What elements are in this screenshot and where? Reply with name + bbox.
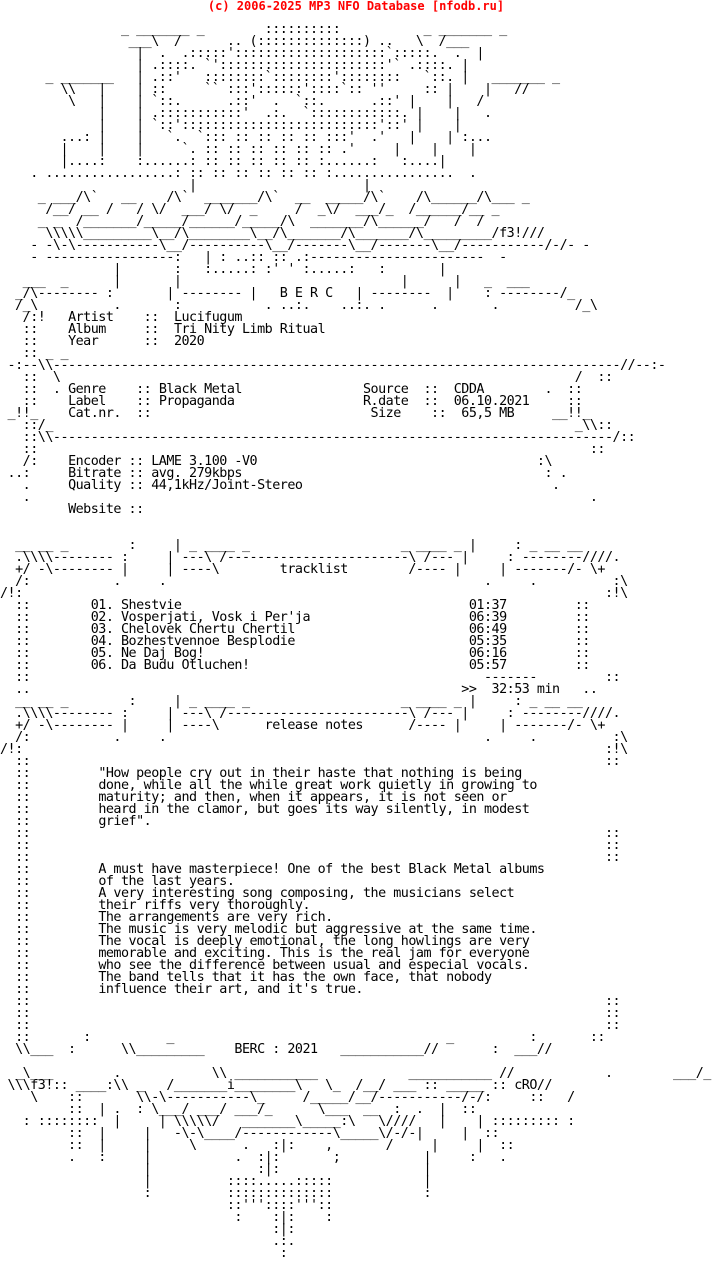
source-label: Source	[363, 382, 409, 397]
divider: :: _ _	[0, 346, 69, 361]
tracklist-frame-top: __ __ _ : | _ ____ _ _ ____ _ | : _ __ __	[0, 538, 583, 553]
track-title: Chelovek Chertu Chertil	[121, 622, 295, 637]
ascii-art-line: _ _______ | .::' ::::::::`::::::::':::::::: `::. | _______ _	[0, 70, 560, 85]
ascii-art-line: ___ _ | | | | _ ___	[0, 274, 530, 289]
review-text: their riffs very thoroughly.	[98, 898, 311, 913]
year-row: :: Year :: 2020	[0, 334, 205, 349]
ascii-art-line: .:.	[0, 1234, 295, 1249]
quote-text: maturity; and then, when it appears, it is not seen or	[98, 790, 507, 805]
track-3: :: 03. Chelovek Chertu Chertil 06:49 ::	[0, 622, 590, 637]
ascii-art-line: \ | | `::. .::' . `::. .::' | | /	[0, 94, 484, 109]
track-num: 01.	[90, 598, 114, 613]
divider: ::/_ _\\::	[0, 418, 613, 433]
label-value: Propaganda	[158, 394, 235, 409]
track-time: 06:39	[468, 610, 507, 625]
ascii-art-line: :: | . : \___/ ___/ ___/_ \___ __ : . | ::	[0, 1102, 477, 1117]
divider: /!: :!\	[0, 742, 628, 757]
quote-text: "How people cry out in their haste that nothing is being	[98, 766, 522, 781]
ascii-art-line: /_\ . : . ..:. ..:. . . . /_\	[0, 298, 598, 313]
ascii-art-line: |....: :......: :: :: :: :: :: :......: :....|	[0, 154, 447, 169]
footer-year: 2021	[287, 1042, 318, 1057]
ascii-art-line: _ _ /_______/_____/______/_____/\ _______/\______/ / /	[0, 214, 484, 229]
ascii-art-line: _ _______ _ :::::::::: _ _______ _	[0, 22, 507, 37]
ascii-art-line: \\\f3!:: ____:\\ _ /_______i________\ \_ /__/ ___ :: _____ :: cRO//	[0, 1078, 553, 1093]
total-time: 32:53 min	[491, 682, 560, 697]
review-line: :: influence their art, and it's true.	[0, 982, 363, 997]
ascii-art-line: ...: | | `. `::: :: :: :: :: :::' .' | | :...	[0, 130, 492, 145]
ascii-art-line: \\ | | :: `` :::'::::::'::::`:: '' :: | | //	[0, 82, 530, 97]
track-time: 05:35	[468, 634, 507, 649]
footer-group-row: \\___ : \\_________ BERC : 2021 ___________// : ___//	[0, 1042, 553, 1057]
divider: :: ::	[0, 1006, 621, 1021]
ascii-art-line: _\___ . \\ ___________ ___________ // . ___/_	[0, 1066, 711, 1081]
ascii-art-line: : :|: :	[0, 1210, 333, 1225]
review-line: :: A must have masterpiece! One of the best Black Metal albums	[0, 862, 545, 877]
quote-line: :: grief".	[0, 814, 152, 829]
divider: /: . . . . :\	[0, 730, 628, 745]
ascii-art-line: . .................: :: :: :: :: :: :: :................ .	[0, 166, 477, 181]
track-num: 02.	[90, 610, 114, 625]
ascii-art-line: - -----------------: | : ..:: :: .:----------------------- -	[0, 250, 507, 265]
ascii-art-line: : :::::::: | | \\\\\/ _______\_____:\ \//// | | ::::::::: :	[0, 1114, 575, 1129]
review-line: :: The band tells that it has the own face, that nobody	[0, 970, 492, 985]
artist-row: /:! Artist :: Lucifugum	[0, 310, 242, 325]
divider: :: \ / ::	[0, 370, 613, 385]
track-4: :: 04. Bozhestvennoe Besplodie 05:35 ::	[0, 634, 590, 649]
review-line: :: The vocal is deeply emotional, the long howlings are very	[0, 934, 530, 949]
genre-row: :: . Genre :: Black Metal Source :: CDDA . ::	[0, 382, 583, 397]
review-line: :: The arrangements are very rich.	[0, 910, 333, 925]
review-text: of the last years.	[98, 874, 235, 889]
ascii-art-line: : :::::::::::::: :	[0, 1186, 432, 1201]
ascii-art-line: | : :.....: :' ' :.....: : |	[0, 262, 447, 277]
encoder-value: LAME 3.100 -V0	[151, 454, 258, 469]
encoder-row: /: Encoder :: LAME 3.100 -V0 :\	[0, 454, 553, 469]
track-title: Bozhestvennoe Besplodie	[121, 634, 295, 649]
track-num: 03.	[90, 622, 114, 637]
quality-row: . Quality :: 44,1kHz/Joint-Stereo .	[0, 478, 560, 493]
ascii-art-line: | ::::.....::::: |	[0, 1174, 432, 1189]
ascii-art-line: ___\ / .. (::::::::::::::) .. \ /___	[0, 34, 469, 49]
album-value: Tri Nity Limb Ritual	[173, 322, 326, 337]
divider: :: ::	[0, 838, 621, 853]
ascii-art-line: . : | . :|: ; | : .	[0, 1150, 507, 1165]
label-row: :: Label :: Propaganda R.date :: 06.10.2021 ::	[0, 394, 583, 409]
divider: :: ------- ::	[0, 670, 621, 685]
quote-line: :: "How people cry out in their haste that nothing is being	[0, 766, 522, 781]
ascii-art-line: :	[0, 1246, 288, 1261]
footer-logo-row: :: : _ _ : ::	[0, 1030, 605, 1045]
quote-text: heard in the clamor, but goes its way silently, in modest	[98, 802, 530, 817]
track-num: 06.	[90, 658, 114, 673]
nfodb-banner[interactable]: (c) 2006-2025 MP3 NFO Database [nfodb.ru]	[207, 0, 505, 13]
album-label: Album	[68, 322, 106, 337]
ascii-art-line: | |	[0, 178, 371, 193]
rdate-value: 06.10.2021	[453, 394, 530, 409]
divider: :: ::	[0, 994, 621, 1009]
ascii-art-line: | | `::'::::::::::::::::::::::::::'::' | |	[0, 118, 462, 133]
label-label: Label	[68, 394, 106, 409]
track-5: :: 05. Ne Daj Bog! 06:16 ::	[0, 646, 590, 661]
ascii-art-line: | :|: |	[0, 1162, 432, 1177]
track-num: 04.	[90, 634, 114, 649]
bitrate-label: Bitrate	[68, 466, 121, 481]
review-line: :: memorable and exciting. This is the real jam for everyone	[0, 946, 530, 961]
review-text: The arrangements are very rich.	[98, 910, 333, 925]
review-text: The vocal is deeply emotional, the long howlings are very	[98, 934, 530, 949]
divider: :: ::	[0, 442, 605, 457]
divider: /: . . . . :\	[0, 574, 628, 589]
quote-line: :: done, while all the while great work quietly in growing to	[0, 778, 537, 793]
track-time: 06:16	[468, 646, 507, 661]
review-line: :: their riffs very thoroughly.	[0, 898, 311, 913]
notes-heading: release notes	[264, 718, 363, 733]
catnr-row: _!!_ Cat.nr. :: Size :: 65,5 MB __!!_	[0, 406, 590, 421]
bitrate-value: avg. 279kbps	[151, 466, 242, 481]
review-text: A must have masterpiece! One of the best Black Metal albums	[98, 862, 545, 877]
notes-heading-row: +/ -\-------- | | ----\ release notes /---- | | -------/- \+	[0, 718, 605, 733]
track-title: Vosperjati, Vosk i Per'ja	[121, 610, 311, 625]
divider: :: ::	[0, 850, 621, 865]
ascii-art-line: :: | | -\-\____/------------\_____\/-/-| | ::	[0, 1126, 500, 1141]
review-text: The band tells that it has the own face, that nobody	[98, 970, 492, 985]
footer-group: BERC	[234, 1042, 265, 1057]
review-text: influence their art, and it's true.	[98, 982, 363, 997]
review-text: A very interesting song composing, the musicians select	[98, 886, 515, 901]
ascii-art-line: | .::::. `'::::::::::::::::::::::'` .::::. |	[0, 58, 469, 73]
ascii-art-line: /__/ __ / / \/ ___/ \/ _ / _\/ ___/_ /______/__ _	[0, 202, 500, 217]
divider: -:--\\---------------------------------------------------------------------------//--:-	[0, 358, 666, 373]
catnr-label: Cat.nr.	[68, 406, 121, 421]
track-num: 05.	[90, 646, 114, 661]
review-line: :: who see the difference between usual and especial vocals.	[0, 958, 530, 973]
year-value: 2020	[173, 334, 205, 349]
tracklist-heading-row: +/ -\-------- | | ----\ tracklist /---- | | -------/- \+	[0, 562, 605, 577]
bitrate-row: ..: Bitrate :: avg. 279kbps : .	[0, 466, 568, 481]
track-time: 01:37	[468, 598, 507, 613]
ascii-art-line: _/\-------- : | -------- | B E R C | -------- | : --------/_	[0, 286, 575, 301]
quote-text: grief".	[98, 814, 152, 829]
review-text: who see the difference between usual and especial vocals.	[98, 958, 530, 973]
year-label: Year	[68, 334, 99, 349]
track-1: :: 01. Shestvie 01:37 ::	[0, 598, 590, 613]
notes-frame-top: .\\\\-------- : | ---\ /------------------------\ /--- | : --------////.	[0, 706, 621, 721]
notes-frame-top: __ __ _ : | _ ____ _ _ ____ _ | : _ __ __	[0, 694, 583, 709]
quote-line: :: heard in the clamor, but goes its way silently, in modest	[0, 802, 530, 817]
ascii-art-line: :|:	[0, 1222, 295, 1237]
divider: :: ::	[0, 754, 621, 769]
ascii-art-line: - -\-\-----------\__/----------\__/-------\__/-------\__/-----------/-/- -	[0, 238, 590, 253]
artist-value: Lucifugum	[173, 310, 242, 325]
track-title: Da Budu Otluchen!	[121, 658, 250, 673]
review-text: The music is very melodic but aggressive at the same time.	[98, 922, 537, 937]
review-line: :: A very interesting song composing, the musicians select	[0, 886, 515, 901]
tracklist-frame-top: .\\\\-------- : | ---\ /------------------------\ /--- | : --------////.	[0, 550, 621, 565]
total-row: .. >> 32:53 min ..	[0, 682, 598, 697]
ascii-art-line: | . .:::::'::::::::::::::::::::`:::::. . |	[0, 46, 484, 61]
size-value: 65,5 MB	[461, 406, 515, 421]
genre-value: Black Metal	[158, 382, 242, 397]
ascii-art-line: | | | `. :: :: :: :: :: :: .' | | |	[0, 142, 477, 157]
divider	[0, 516, 711, 528]
review-text: memorable and exciting. This is the real jam for everyone	[98, 946, 530, 961]
quote-text: done, while all the while great work quietly in growing to	[98, 778, 537, 793]
size-label: Size	[370, 406, 401, 421]
divider: :: ::	[0, 1018, 621, 1033]
quality-value: 44,1kHz/Joint-Stereo	[151, 478, 303, 493]
divider: /!: :!\	[0, 586, 628, 601]
rdate-label: R.date	[363, 394, 409, 409]
website-label: Website	[68, 502, 121, 517]
divider: :: ::	[0, 826, 621, 841]
encoder-label: Encoder	[68, 454, 121, 469]
website-row: Website ::	[68, 502, 152, 517]
ascii-art-line: ::'''::::'''::	[0, 1198, 333, 1213]
ascii-art-line: | | .:::::::::::' .:. `::::::::::::. | | .	[0, 106, 492, 121]
divider: ::\\--------------------------------------------------------------------------/::	[0, 430, 636, 445]
genre-label: Genre	[68, 382, 106, 397]
nfo-document	[0, 12, 711, 1260]
track-2: :: 02. Vosperjati, Vosk i Per'ja 06:39 ::	[0, 610, 590, 625]
ascii-art-line: :: | | \ . :|: , / | | ::	[0, 1138, 515, 1153]
review-line: :: The music is very melodic but aggressive at the same time.	[0, 922, 537, 937]
review-line: :: of the last years.	[0, 874, 235, 889]
album-row: :: Album :: Tri Nity Limb Ritual	[0, 322, 326, 337]
track-time: 06:49	[468, 622, 507, 637]
track-title: Ne Daj Bog!	[121, 646, 205, 661]
quote-line: :: maturity; and then, when it appears, it is not seen or	[0, 790, 507, 805]
quality-label: Quality	[68, 478, 121, 493]
source-value: CDDA	[453, 382, 484, 397]
track-time: 05:57	[468, 658, 507, 673]
divider: . .	[0, 490, 598, 505]
track-6: :: 06. Da Budu Otluchen! 05:57 ::	[0, 658, 590, 673]
ascii-art-line: \\\\\_________\__/\________\__/\_______/\_______/\_________/f3!///	[0, 226, 545, 241]
artist-label: Artist	[68, 310, 114, 325]
tracklist-heading: tracklist	[279, 562, 348, 577]
track-title: Shestvie	[121, 598, 182, 613]
ascii-art-line: _ ___/\` __ /\` _______/\` __ _____/\` /\______/\___ _	[0, 190, 530, 205]
ascii-art-line: \ :: \\-\-----------\_ /_____/__/-----------/-/: :: /	[0, 1090, 575, 1105]
